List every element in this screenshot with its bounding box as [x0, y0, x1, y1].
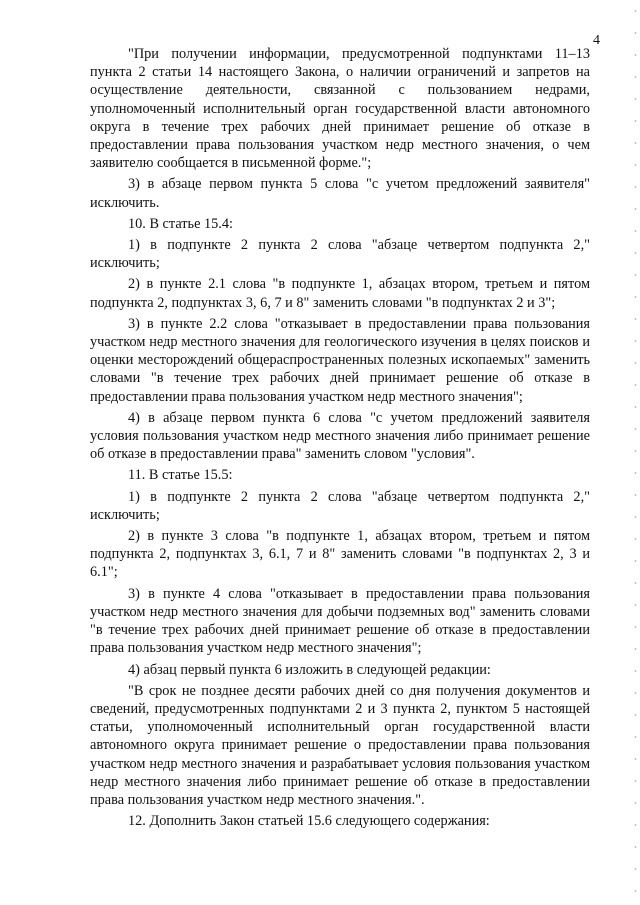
- paragraph-section-11: 11. В статье 15.5:: [128, 467, 233, 484]
- paragraph-section-12: 12. Дополнить Закон статьей 15.6 следующего содержания:: [128, 813, 490, 830]
- paragraph-quote-article14: "При получении информации, предусмотренной подпунктами 11–13 пункта 2 статьи 14 настоящего Закона, о наличии ограничений и запретов на осуществление деятельности, связанной с пользованием недрами, уполномоченный исполнительный орган государственной власти автономного округа в течение трех рабочих дней принимает решение об отказе в предоставлении права пользования участком недр местного значения, о чем заявителю сообщается в письменной форме.";: [90, 46, 590, 172]
- paragraph-11-item-2: 2) в пункте 3 слова "в подпункте 1, абзацах втором, третьем и пятом подпункта 2, подпунктах 3, 6.1, 7 и 8" заменить словами "в подпунктах 2, 3 и 6.1";: [90, 528, 590, 581]
- document-body: [90, 45, 590, 833]
- paragraph-10-item-3: 3) в пункте 2.2 слова "отказывает в предоставлении права пользования участком недр местного значения для геологического изучения в целях поисков и оценки месторождений общераспространенных полезных ископаемых" заменить словами "в течение трех рабочих дней принимает решение об отказе в предоставлении права пользования участком недр местного значения";: [90, 315, 590, 405]
- paragraph-10-item-1: 1) в подпункте 2 пункта 2 слова "абзаце четвертом подпункта 2," исключить;: [90, 237, 590, 272]
- paragraph-11-item-1: 1) в подпункте 2 пункта 2 слова "абзаце четвертом подпункта 2," исключить;: [90, 488, 590, 523]
- paragraph-item-3-point5: 3) в абзаце первом пункта 5 слова "с учетом предложений заявителя" исключить.: [90, 176, 590, 211]
- paragraph-quote-new-wording: "В срок не позднее десяти рабочих дней со дня получения документов и сведений, предусмотренных подпунктами 2 и 3 пункта 2, пунктом 5 настоящей статьи, уполномоченный исполнительный орган государственной власти автономного округа принимает решение о предоставлении права пользования участком недр местного значения и разрабатывает условия пользования участком недр местного значения либо принимает решение об отказе в предоставлении права пользования участком недр местного значения.".: [90, 682, 590, 808]
- page-number: 4: [593, 33, 600, 48]
- paragraph-10-item-2: 2) в пункте 2.1 слова "в подпункте 1, абзацах втором, третьем и пятом подпункта 2, подпунктах 3, 6, 7 и 8" заменить словами "в подпунктах 2 и 3";: [90, 276, 590, 311]
- paragraph-11-item-4: 4) абзац первый пункта 6 изложить в следующей редакции:: [128, 661, 491, 678]
- paragraph-11-item-3: 3) в пункте 4 слова "отказывает в предоставлении права пользования участком недр местного значения для добычи подземных вод" заменить словами "в течение трех рабочих дней принимает решение об отказе в предоставлении права пользования участком недр местного значения";: [90, 585, 590, 657]
- paragraph-10-item-4: 4) в абзаце первом пункта 6 слова "с учетом предложений заявителя условия пользования участком недр местного значения либо принимает решение об отказе в предоставлении права" заменить словом "условия".: [90, 409, 590, 463]
- paragraph-section-10: 10. В статье 15.4:: [128, 215, 233, 232]
- scan-edge-artifact: [634, 0, 637, 905]
